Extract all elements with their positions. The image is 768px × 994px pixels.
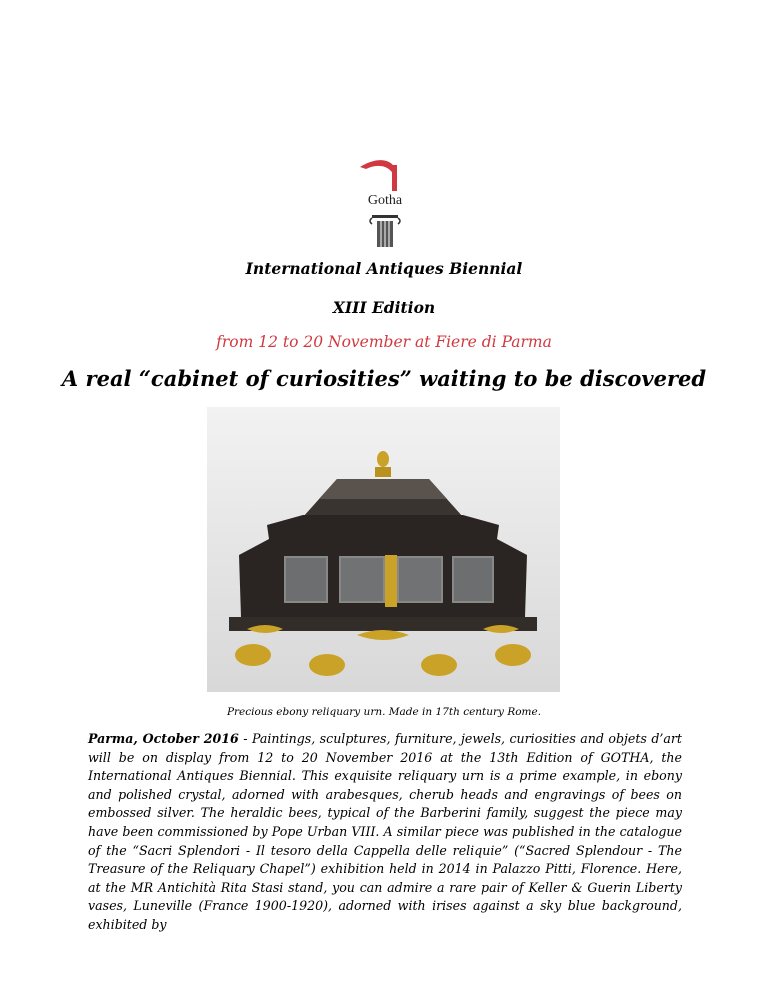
reliquary-urn-photo [207, 407, 560, 692]
article-body [88, 730, 682, 935]
dateline: Parma, October 2016 [88, 731, 239, 746]
reliquary-urn-image [207, 407, 560, 692]
gotha-logo [352, 155, 418, 250]
tagline: A real “cabinet of curiosities” waiting to be discovered [61, 366, 707, 391]
edition-title: XIII Edition [332, 298, 436, 317]
article-text: - Paintings, sculptures, furniture, jewels, curiosities and objets d’art will be on display from 12 to 20 November 2016 at the 13th Edition of GOTHA, the International Antiques Biennial. This exquisite reliquary urn is a prime example, in ebony and polished crystal, adorned with arabesques, cherub heads and engravings of bees on embossed silver. The heraldic bees, typical of the Barberini family, suggest the piece may have been commissioned by Pope Urban VIII. A similar piece was published in the catalogue of the “Sacri Splendori - Il tesoro della Cappella delle reliquie” (“Sacred Splendour - The Treasure of the Reliquary Chapel”) exhibition held in 2014 in Palazzo Pitti, Florence. Here, at the MR Antichità Rita Stasi stand, you can admire a rare pair of Keller & Guerin Liberty vases, Luneville (France 1900-1920), adorned with irises against a sky blue background, exhibited by [88, 731, 682, 932]
event-title: International Antiques Biennial [245, 259, 523, 278]
event-dates: from 12 to 20 November at Fiere di Parma [216, 333, 552, 351]
image-caption: Precious ebony reliquary urn. Made in 17th century Rome. [226, 706, 542, 718]
logo-wordmark: Gotha [367, 193, 403, 208]
column-icon [370, 215, 400, 247]
